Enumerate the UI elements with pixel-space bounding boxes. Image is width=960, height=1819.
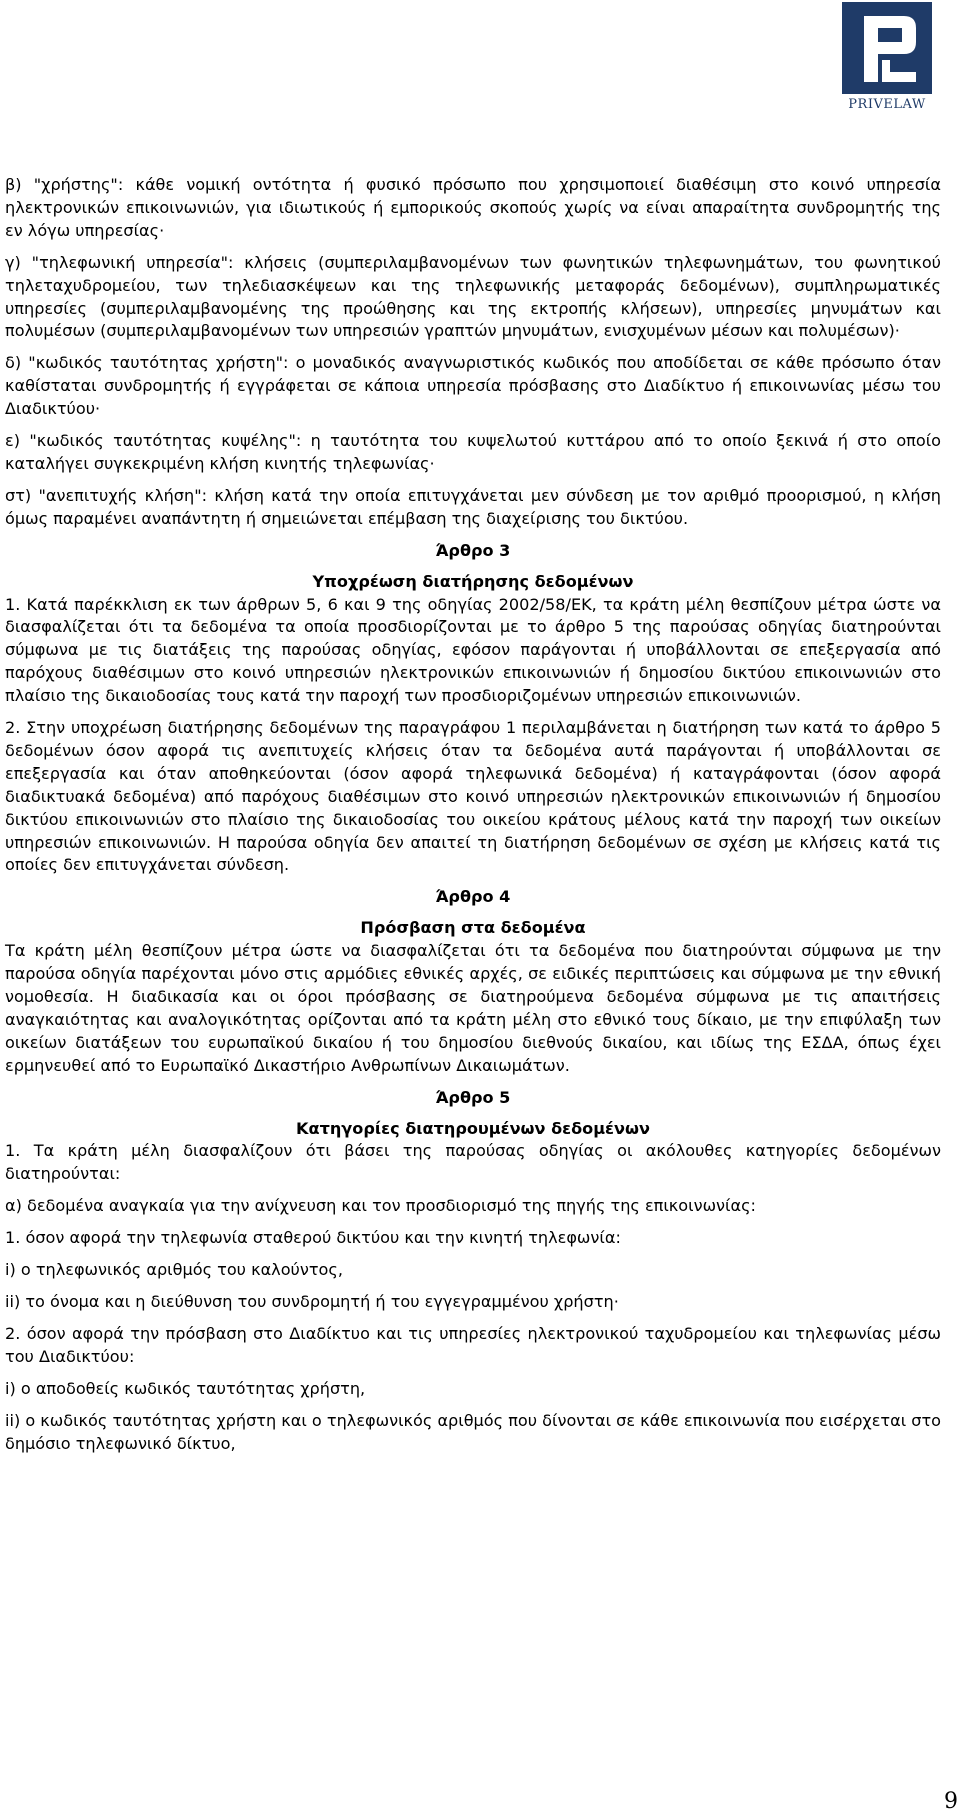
logo-wordmark: PRIVELAW [848,97,926,112]
document-body [5,174,941,1464]
article-5-number: Άρθρο 5 [435,1087,511,1107]
article-5-item-a-1-ii: ii) το όνομα και η διεύθυνση του συνδρομητή ή του εγγεγραμμένου χρήστη· [5,1291,619,1311]
definition-e: ε) "κωδικός ταυτότητας κυψέλης": η ταυτότητα του κυψελωτού κυττάρου από το οποίο ξεκινά ή στο οποίο καταλήγει συγκεκριμένη κλήση κινητής τηλεφωνίας· [5,431,941,473]
article-5-paragraph-1: 1. Τα κράτη μέλη διασφαλίζουν ότι βάσει της παρούσας οδηγίας οι ακόλουθες κατηγορίες δεδομένων διατηρούνται: [5,1141,941,1184]
article-5-title: Κατηγορίες διατηρουμένων δεδομένων [296,1118,650,1138]
definition-b: β) "χρήστης": κάθε νομική οντότητα ή φυσικό πρόσωπο που χρησιμοποιεί διαθέσιμη στο κοινό υπηρεσία ηλεκτρονικών επικοινωνιών, για ιδιωτικούς ή εμπορικούς σκοπούς χωρίς να είναι απαραίτητα συνδρομητής της εν λόγω υπηρεσίας· [5,175,941,240]
article-4-number: Άρθρο 4 [435,887,511,907]
article-3-number: Άρθρο 3 [435,540,511,560]
article-4-paragraph-1: Τα κράτη μέλη θεσπίζουν μέτρα ώστε να διασφαλίζεται ότι τα δεδομένα που διατηρούνται σύμφωνα με την παρούσα οδηγία παρέχονται μόνο στις αρμόδιες εθνικές αρχές, σε ειδικές περιπτώσεις και σύμφωνα με την εθνική νομοθεσία. Η διαδικασία και οι όροι πρόσβασης σε διατηρούμενα δεδομένα σύμφωνα με τις απαιτήσεις αναγκαιότητας και αναλογικότητας ορίζονται από τα κράτη μέλη στο εθνικό τους δίκαιο, με την επιφύλαξη των οικείων διατάξεων του ευρωπαϊκού δικαίου ή του δημοσίου διεθνούς δικαίου, και ιδίως της ΕΣΔΑ, όπως έχει ερμηνευθεί από το Ευρωπαϊκό Δικαστήριο Ανθρωπίνων Δικαιωμάτων. [5,941,941,1075]
article-5-item-a-1-i: i) ο τηλεφωνικός αριθμός του καλούντος, [5,1260,343,1280]
article-3-title: Υποχρέωση διατήρησης δεδομένων [312,571,634,591]
article-4-title: Πρόσβαση στα δεδομένα [360,918,586,938]
definition-d: δ) "κωδικός ταυτότητας χρήστη": ο μοναδικός αναγνωριστικός κωδικός που αποδίδεται σε κάθε πρόσωπο όταν καθίσταται συνδρομητής ή εγγράφεται σε κάποια υπηρεσία πρόσβασης στο Διαδίκτυο ή επικοινωνίας μέσω του Διαδικτύου· [5,353,941,419]
article-3-paragraph-2: 2. Στην υποχρέωση διατήρησης δεδομένων της παραγράφου 1 περιλαμβάνεται η διατήρηση των κατά το άρθρο 5 δεδομένων όσον αφορά τις ανεπιτυχείς κλήσεις όταν τα δεδομένα αυτά παράγονται ή υποβάλλονται σε επεξεργασία και όταν αποθηκεύονται (όσον αφορά τηλεφωνικά δεδομένα) ή καταγράφονται (όσον αφορά διαδικτυακά δεδομένα) από παρόχους διαθέσιμων στο κοινό υπηρεσιών ηλεκτρονικών επικοινωνιών ή δημοσίου δικτύου επικοινωνιών στο πλαίσιο της δικαιοδοσίας του οικείου κράτους μέλους κατά την παροχή των οικείων υπηρεσιών επικοινωνιών. Η παρούσα οδηγία δεν απαιτεί τη διατήρηση δεδομένων σε σχέση με κλήσεις κατά τις οποίες δεν επιτυγχάνεται σύνδεση. [5,718,941,875]
article-5-item-a: α) δεδομένα αναγκαία για την ανίχνευση και τον προσδιορισμό της πηγής της επικοινωνίας: [5,1196,756,1216]
article-5-item-a-2: 2. όσον αφορά την πρόσβαση στο Διαδίκτυο και τις υπηρεσίες ηλεκτρονικού ταχυδρομείου και τηλεφωνίας μέσω του Διαδικτύου: [5,1323,941,1366]
article-3-paragraph-1: 1. Κατά παρέκκλιση εκ των άρθρων 5, 6 και 9 της οδηγίας 2002/58/ΕΚ, τα κράτη μέλη θεσπίζουν μέτρα ώστε να διασφαλίζεται ότι τα δεδομένα τα οποία προσδιορίζονται με το άρθρο 5 της παρούσας οδηγίας διατηρούνται σύμφωνα με τις διατάξεις της παρούσας οδηγίας, εφόσον παράγονται ή υποβάλλονται σε επεξεργασία από παρόχους διαθέσιμων στο κοινό υπηρεσιών ηλεκτρονικών επικοινωνιών ή δημοσίου δικτύου επικοινωνιών στο πλαίσιο της δικαιοδοσίας τους κατά την παροχή των προσδιοριζομένων υπηρεσιών επικοινωνιών. [5,594,941,706]
page-number: 9 [944,1789,958,1814]
article-5-item-a-2-ii: ii) ο κωδικός ταυτότητας χρήστη και ο τηλεφωνικός αριθμός που δίνονται σε κάθε επικοινωνία που εισέρχεται στο δημόσιο τηλεφωνικό δίκτυο, [5,1410,941,1453]
definition-st: στ) "ανεπιτυχής κλήση": κλήση κατά την οποία επιτυγχάνεται μεν σύνδεση με τον αριθμό προορισμού, η κλήση όμως παραμένει αναπάντητη ή σημειώνεται επέμβαση της διαχείρισης του δικτύου. [5,485,941,528]
article-5-item-a-1: 1. όσον αφορά την τηλεφωνία σταθερού δικτύου και την κινητή τηλεφωνία: [5,1228,621,1248]
definition-c: γ) "τηλεφωνική υπηρεσία": κλήσεις (συμπεριλαμβανομένων των φωνητικών τηλεφωνημάτων, του φωνητικού τηλεταχυδρομείου, των τηλεδιασκέψεων και της τηλεφωνικής μεταφοράς δεδομένων), συμπληρωματικές υπηρεσίες (συμπεριλαμβανομένης της προώθησης και της εκτροπής κλήσεων), υπηρεσίες μηνυμάτων και πολυμέσων (συμπεριλαμβανομένων των υπηρεσιών γραπτών μηνυμάτων, ενισχυμένων μέσων και πολυμέσων)· [5,252,941,341]
article-5-item-a-2-i: i) ο αποδοθείς κωδικός ταυτότητας χρήστη, [5,1378,366,1398]
privelaw-logo [842,2,932,116]
logo-mark [842,2,932,94]
